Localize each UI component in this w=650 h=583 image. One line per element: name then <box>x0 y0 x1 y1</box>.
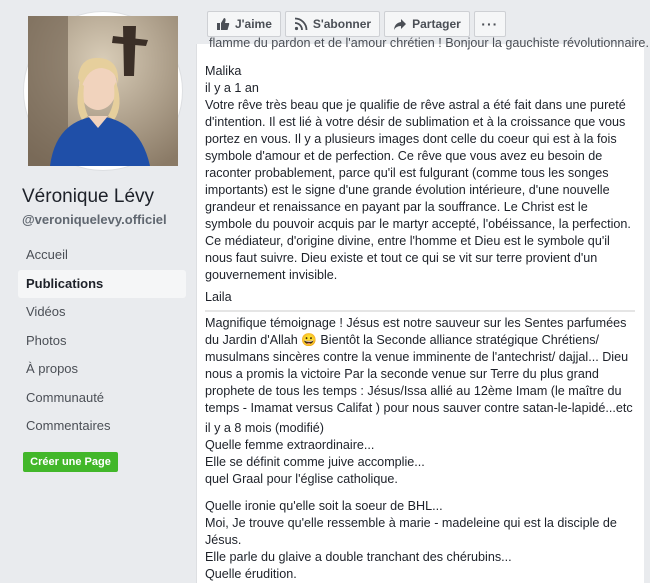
nav-item-photos[interactable]: Photos <box>26 332 67 348</box>
like-button[interactable] <box>207 11 281 37</box>
nav-item-commentaires[interactable]: Commentaires <box>26 418 111 433</box>
comments-panel <box>196 36 649 583</box>
share-button[interactable] <box>384 11 470 37</box>
left-column <box>0 0 196 583</box>
follow-button[interactable] <box>285 11 380 37</box>
comment-line: Elle parle du glaive a double tranchant des chérubins... <box>205 550 512 564</box>
nav-item-accueil[interactable]: Accueil <box>26 247 68 262</box>
comment-line: Quelle ironie qu'elle soit la soeur de BHL... <box>205 499 443 513</box>
page-actions <box>207 11 510 37</box>
nav-item-communaute[interactable]: Communauté <box>26 389 105 405</box>
comment-timestamp[interactable]: il y a 1 an <box>205 81 259 95</box>
more-dots-icon: ··· <box>481 16 499 32</box>
comment-author[interactable]: Laila <box>205 290 232 304</box>
profile-photo <box>28 16 178 166</box>
like-label: J'aime <box>235 17 272 31</box>
comment-author[interactable]: Malika <box>205 64 242 78</box>
comment-line: Elle se définit comme juive accomplie... <box>205 455 425 469</box>
page-name[interactable]: Véronique Lévy <box>22 186 155 207</box>
comment-line: Quelle femme extraordinaire... <box>205 438 375 452</box>
comment-line: quel Graal pour l'église catholique. <box>205 472 398 486</box>
comment-timestamp[interactable]: il y a 8 mois (modifié) <box>205 421 324 435</box>
comment-malika <box>205 63 637 284</box>
truncated-comment-text: flamme du pardon et de l'amour chrétien ! Bonjour la gauchiste révolutionnaire. <box>209 36 649 50</box>
comment-laila <box>205 289 637 306</box>
comment-anon-1 <box>205 420 637 488</box>
share-arrow-icon <box>393 17 407 31</box>
nav-item-publications[interactable]: Publications <box>18 270 186 299</box>
divider <box>205 311 635 312</box>
rss-icon <box>294 17 308 31</box>
share-label: Partager <box>412 17 461 31</box>
page-nav <box>18 241 186 441</box>
more-button[interactable] <box>474 11 506 37</box>
nav-item-videos[interactable]: Vidéos <box>26 304 66 319</box>
comment-laila-text <box>205 315 637 417</box>
comment-text: Votre rêve très beau que je qualifie de rêve astral a été fait dans une pureté d'intention. Il est lié à votre désir de sublimation et à la croissance que vous portez en vous. Il y a plusieurs images dont celle du coeur qui est à la fois symbole d'amour et de perfection. Ce rêve que vous avez eu besoin de raconter probablement, parce qu'il est fulgurant (comme tous les songes importants) est le signe d'une grande évolution intérieure, d'une nouvelle grandeur et renaissance en payant par la souffrance. Le Christ est le symbole du pouvoir acquis par le martyr accepté, l'obéissance, la perfection. Ce médiateur, d'origine divine, entre l'homme et Dieu est le symbole qu'il nous faut suivre. Dieu existe et tout ce qui se vit sur terre provient d'un gouvernement invisible. <box>205 98 631 282</box>
comment-line: Moi, Je trouve qu'elle ressemble à marie - madeleine qui est la disciple de Jésus. <box>205 516 617 547</box>
create-page-button[interactable]: Créer une Page <box>23 452 118 472</box>
profile-picture[interactable] <box>24 12 182 170</box>
nav-item-a-propos[interactable]: À propos <box>26 361 79 376</box>
follow-label: S'abonner <box>312 17 372 31</box>
comment-line: Quelle érudition. <box>205 567 297 581</box>
comment-text: Magnifique témoignage ! Jésus est notre sauveur sur les Sentes parfumées du Jardin d'Allah 😀 Bientôt la Seconde alliance stratégique Chrétiens/ musulmans sincères contre la venue imminente de l'antechrist/ dajjal... Dieu nous a promis la victoire Par la seconde venue sur Terre du plus grand prophete de tous les temps : Jésus/Issa allié au 12ème Imam (le maître du temps - Imamat versus Califat ) pour nous sauver contre satan-le-lapidé...etc <box>205 316 633 415</box>
page-handle[interactable]: @veroniquelevy.officiel <box>22 212 167 227</box>
thumbs-up-icon <box>216 17 230 31</box>
comment-anon-2 <box>205 498 637 583</box>
